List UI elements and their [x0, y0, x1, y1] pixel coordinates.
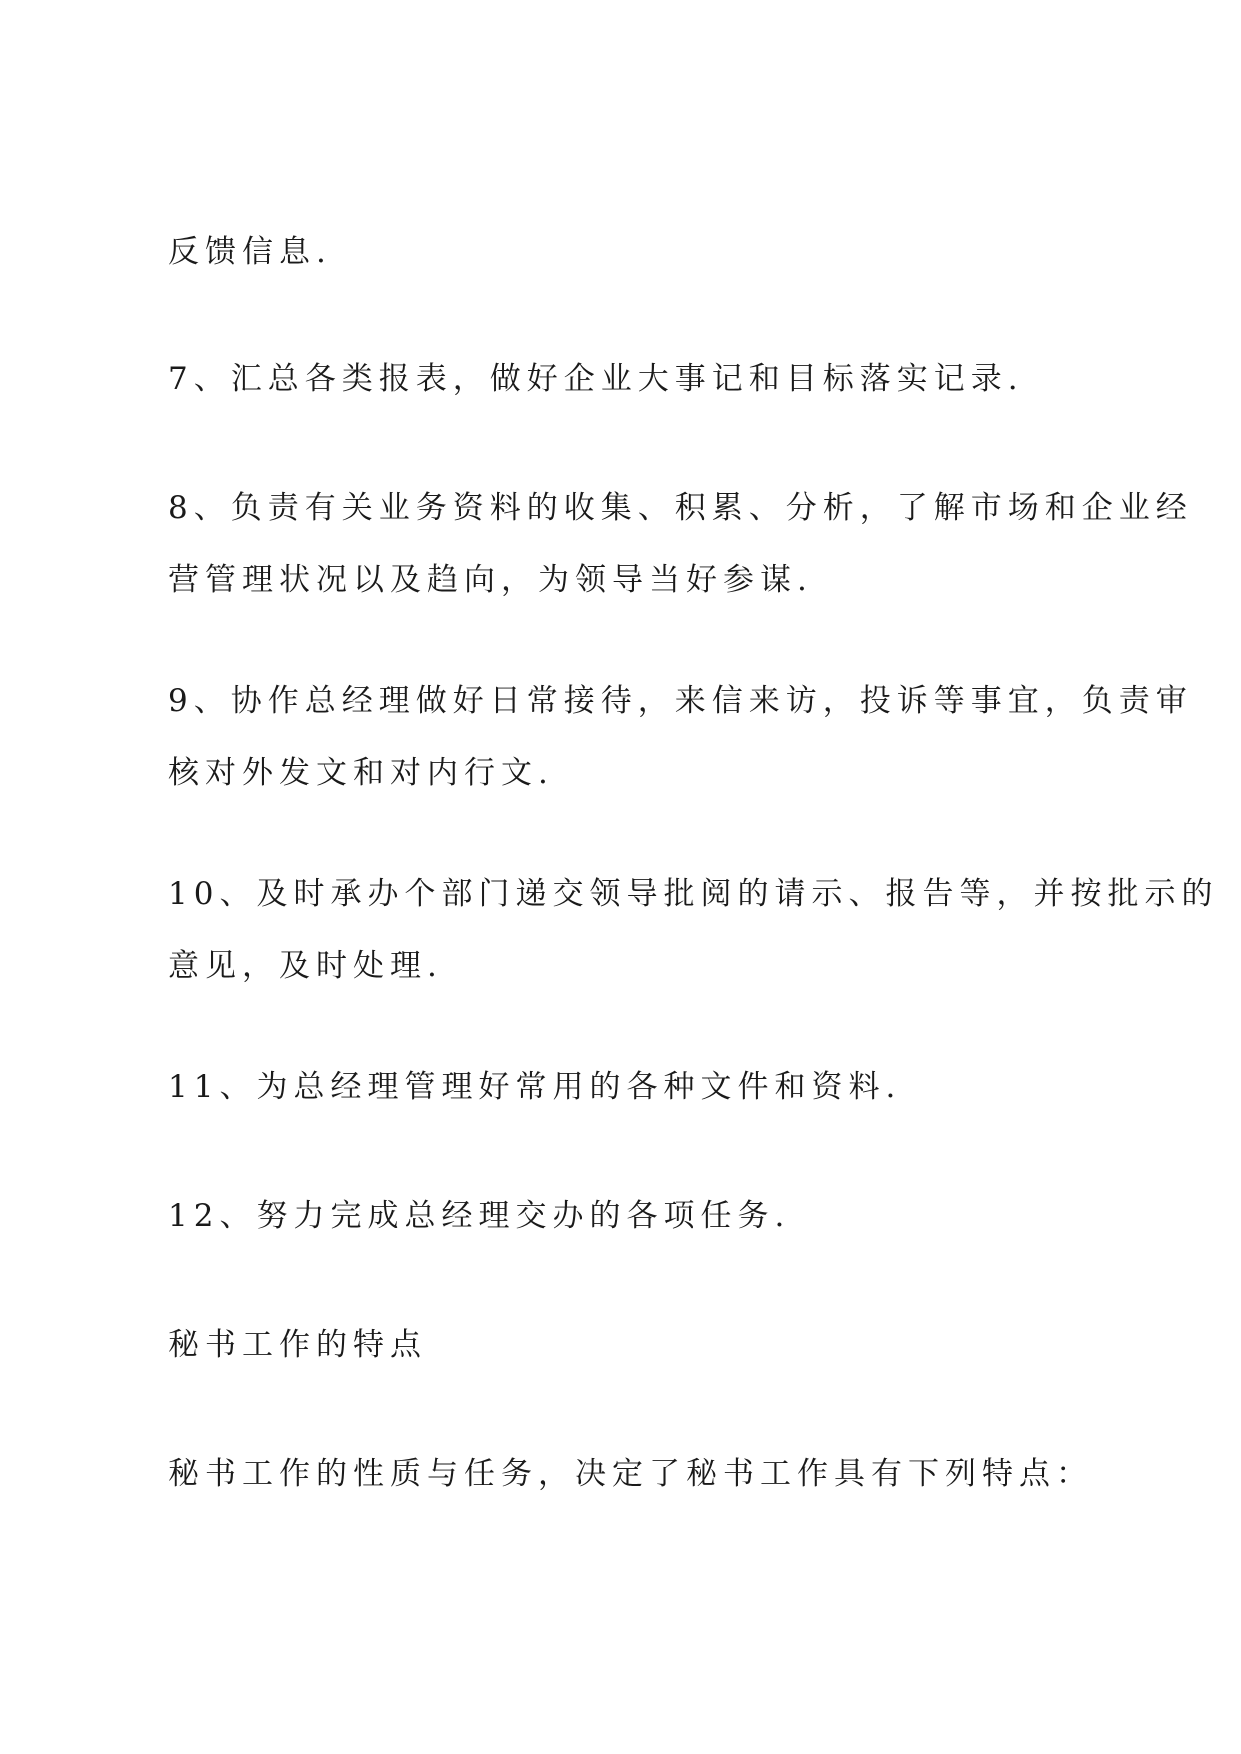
text-line: 秘书工作的性质与任务，决定了秘书工作具有下列特点： [168, 1456, 1093, 1492]
text-line: 11、为总经理管理好常用的各种文件和资料. [168, 1069, 902, 1105]
paragraph-item-7 [168, 343, 1098, 415]
text-line: 营管理状况以及趋向，为领导当好参谋. [168, 562, 813, 598]
paragraph-item-10 [168, 858, 1219, 1002]
text-line: 9、协作总经理做好日常接待，来信来访，投诉等事宜，负责审 [168, 683, 1193, 719]
paragraph-intro [168, 1438, 1098, 1510]
text-line: 秘书工作的特点 [168, 1327, 427, 1363]
paragraph-feedback-info [168, 216, 1098, 288]
text-line: 意见，及时处理. [168, 948, 443, 984]
paragraph-item-8 [168, 472, 1193, 616]
text-line: 8、负责有关业务资料的收集、积累、分析，了解市场和企业经 [168, 490, 1193, 526]
paragraph-item-11 [168, 1051, 1098, 1123]
text-line: 7、汇总各类报表，做好企业大事记和目标落实记录. [168, 361, 1024, 397]
text-line: 反馈信息. [168, 234, 332, 270]
text-line: 10、及时承办个部门递交领导批阅的请示、报告等，并按批示的 [168, 876, 1219, 912]
text-line: 核对外发文和对内行文. [168, 755, 554, 791]
section-heading [168, 1309, 1098, 1381]
paragraph-item-12 [168, 1180, 1098, 1252]
text-line: 12、努力完成总经理交办的各项任务. [168, 1198, 791, 1234]
paragraph-item-9 [168, 665, 1193, 809]
